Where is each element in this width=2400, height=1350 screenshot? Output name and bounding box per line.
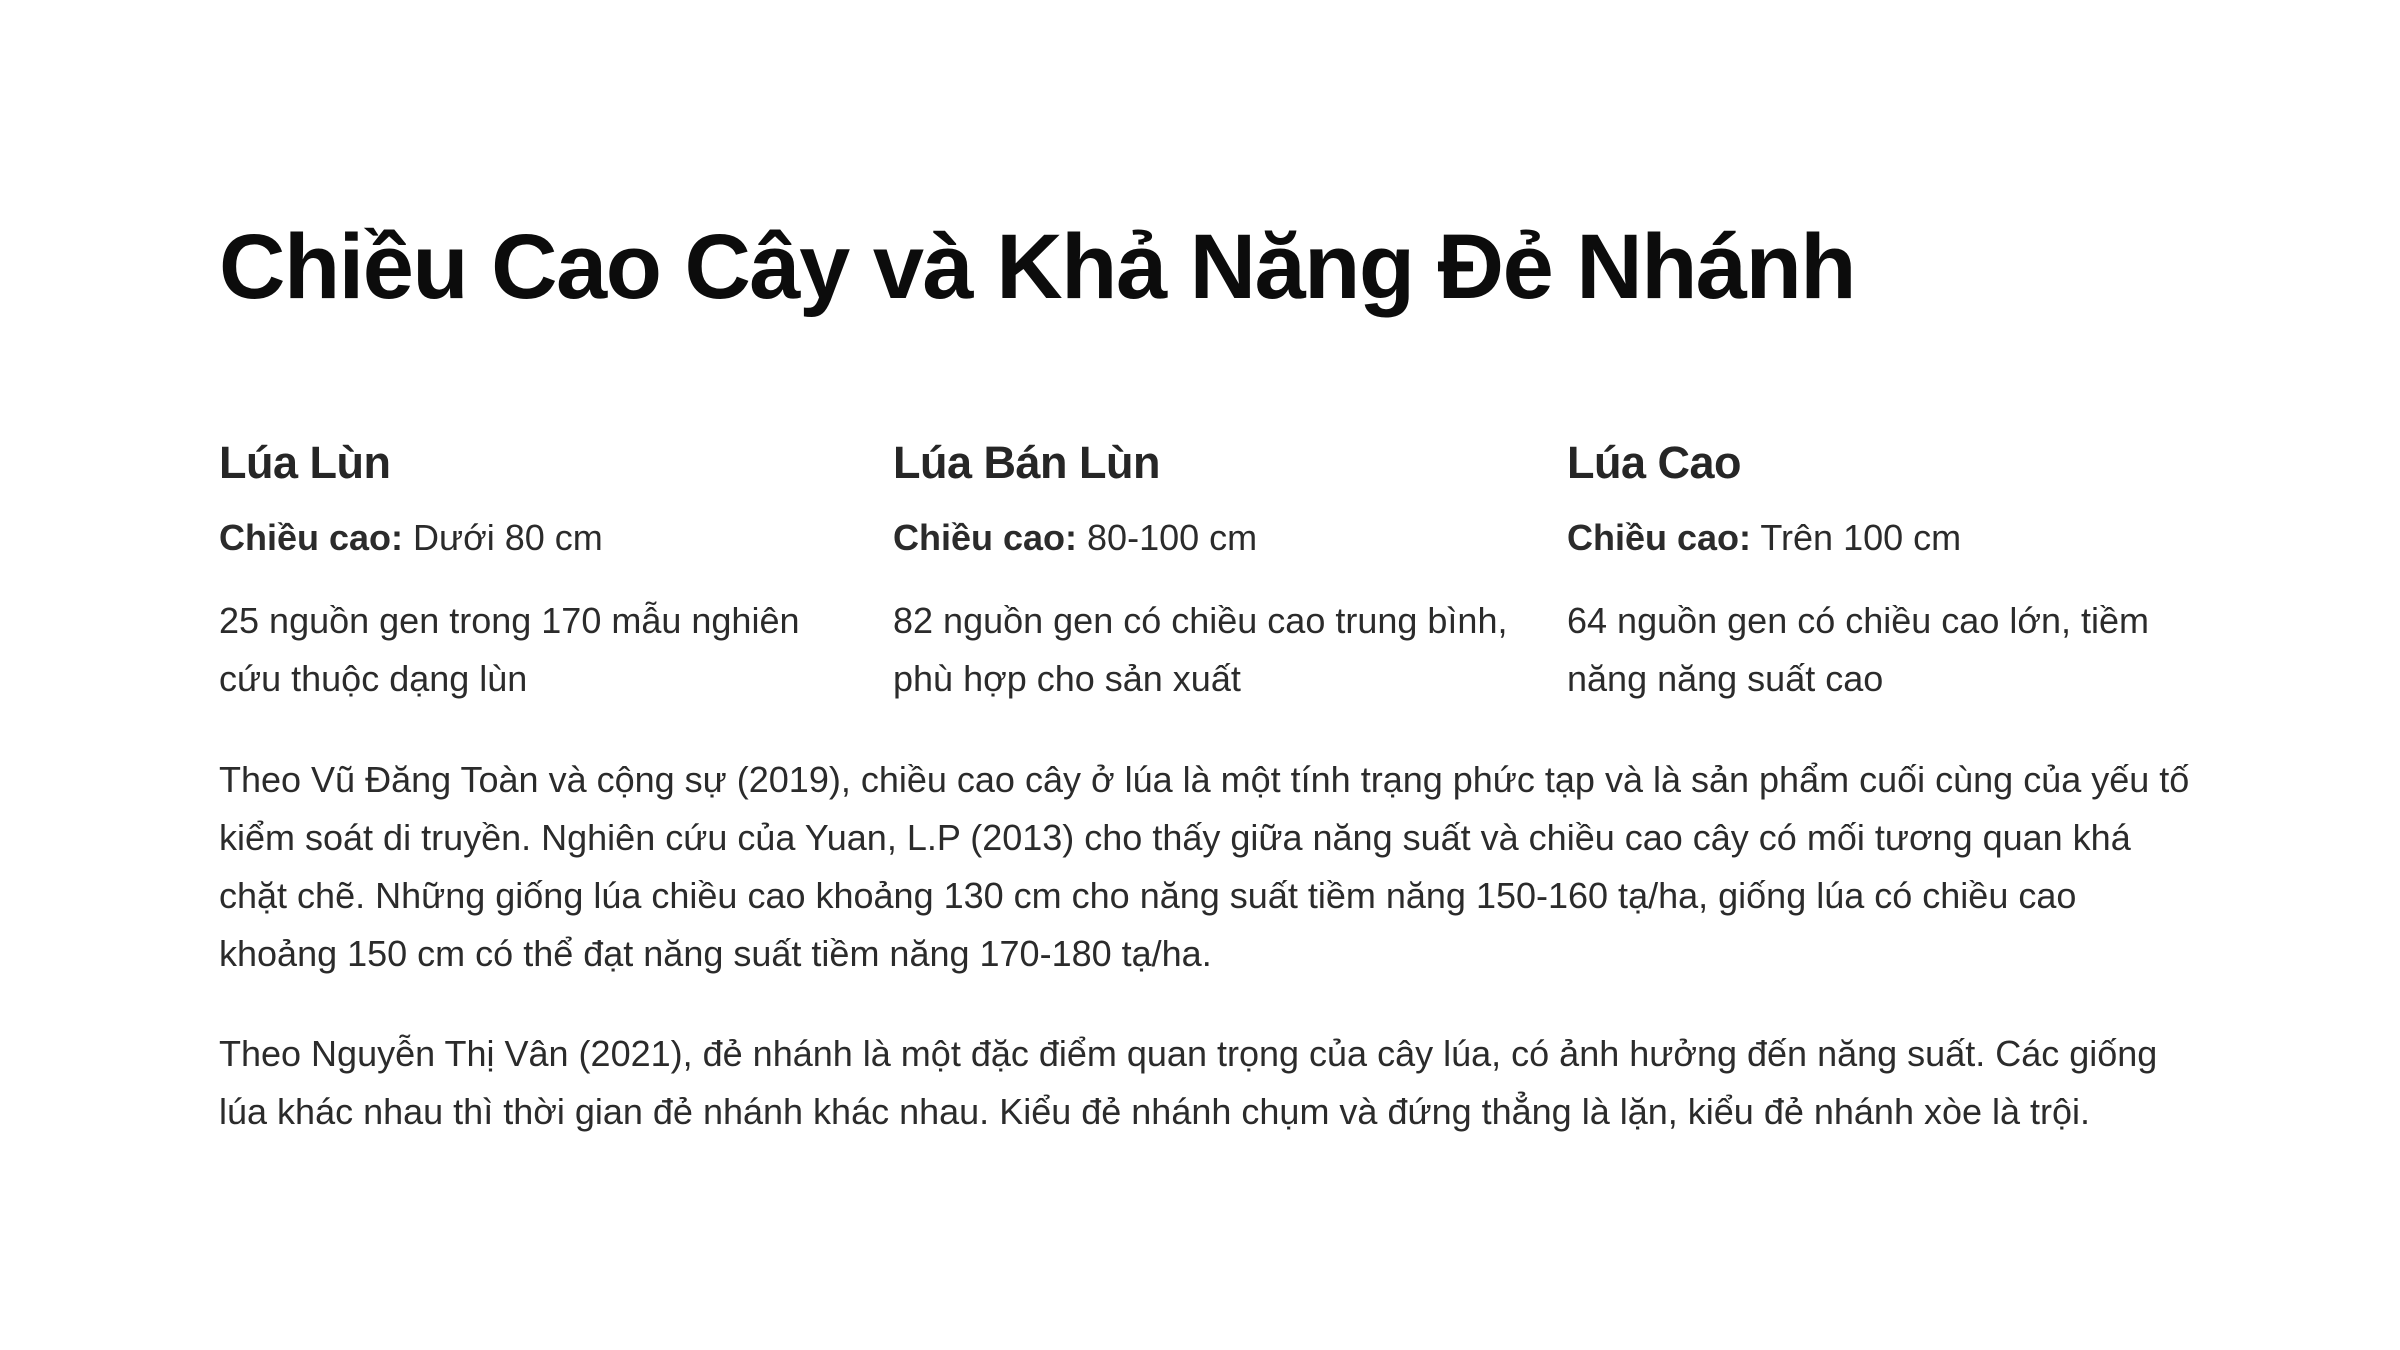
rice-type-columns (219, 434, 2199, 708)
height-value: Dưới 80 cm (403, 517, 603, 558)
column-semi-dwarf-rice (893, 434, 1567, 708)
height-label: Chiều cao: (1567, 517, 1752, 558)
column-description: 82 nguồn gen có chiều cao trung bình, phù hợp cho sản xuất (893, 600, 1508, 699)
page-title: Chiều Cao Cây và Khả Năng Đẻ Nhánh (219, 216, 1855, 318)
slide (219, 0, 2199, 1350)
height-label: Chiều cao: (893, 517, 1078, 558)
height-line (219, 514, 869, 562)
column-heading: Lúa Bán Lùn (893, 437, 1160, 488)
body-paragraph-height: Theo Vũ Đăng Toàn và cộng sự (2019), chiều cao cây ở lúa là một tính trạng phức tạp và là sản phẩm cuối cùng của yếu tố kiểm soát di truyền. Nghiên cứu của Yuan, L.P (2013) cho thấy giữa năng suất và chiều cao cây có mối tương quan khá chặt chẽ. Những giống lúa chiều cao khoảng 130 cm cho năng suất tiềm năng 150-160 tạ/ha, giống lúa có chiều cao khoảng 150 cm có thể đạt năng suất tiềm năng 170-180 tạ/ha. (219, 759, 2190, 974)
column-dwarf-rice (219, 434, 893, 708)
column-description: 64 nguồn gen có chiều cao lớn, tiềm năng năng suất cao (1567, 600, 2149, 699)
column-description: 25 nguồn gen trong 170 mẫu nghiên cứu thuộc dạng lùn (219, 600, 800, 699)
body-paragraph-tillering: Theo Nguyễn Thị Vân (2021), đẻ nhánh là một đặc điểm quan trọng của cây lúa, có ảnh hưởng đến năng suất. Các giống lúa khác nhau thì thời gian đẻ nhánh khác nhau. Kiểu đẻ nhánh chụm và đứng thẳng là lặn, kiểu đẻ nhánh xòe là trội. (219, 1033, 2158, 1132)
height-value: Trên 100 cm (1751, 517, 1962, 558)
column-tall-rice (1567, 434, 2199, 708)
column-heading: Lúa Cao (1567, 437, 1742, 488)
height-label: Chiều cao: (219, 517, 404, 558)
height-value: 80-100 cm (1077, 517, 1258, 558)
column-heading: Lúa Lùn (219, 437, 391, 488)
height-line (1567, 514, 2175, 562)
height-line (893, 514, 1543, 562)
